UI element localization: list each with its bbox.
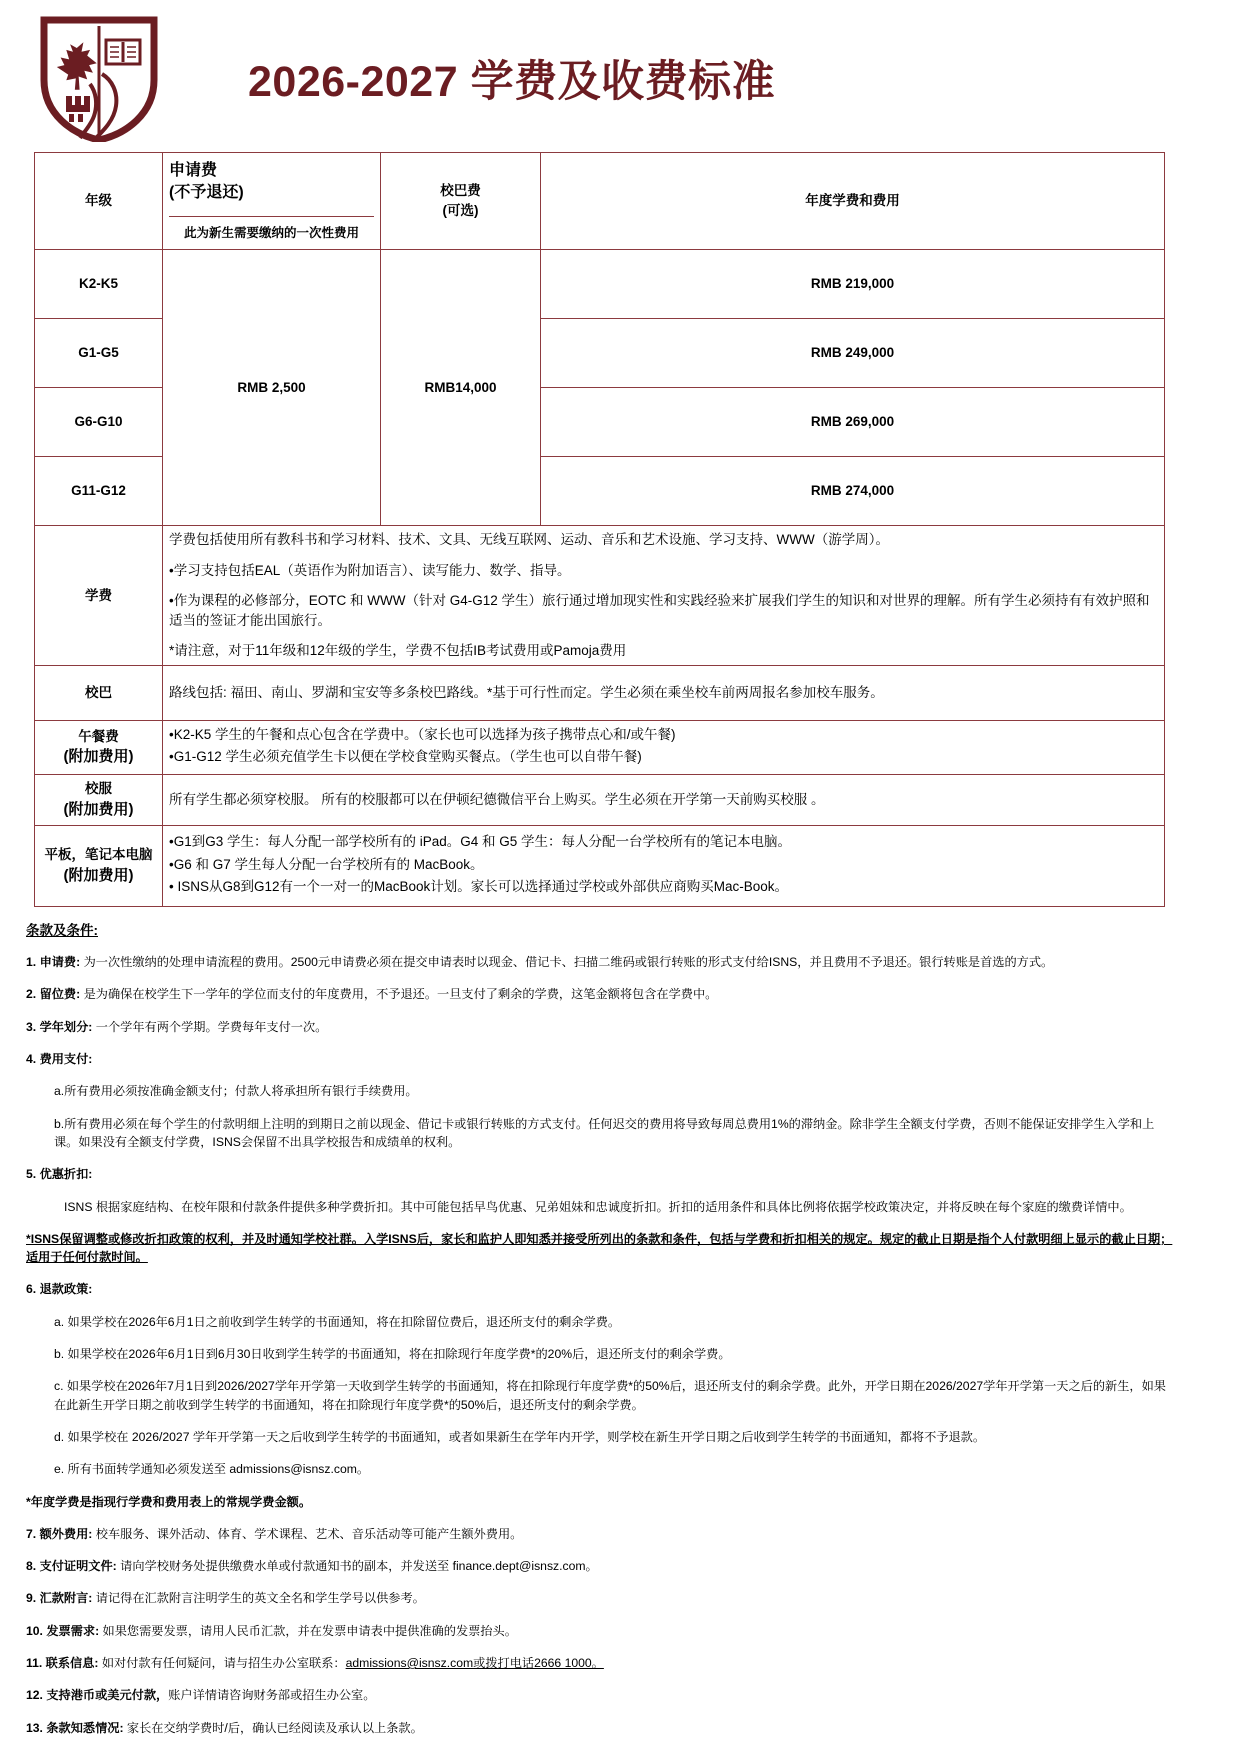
term-head: 申请费: <box>39 955 81 970</box>
detail-label: 学费 <box>35 526 163 666</box>
terms-title: 条款及条件: <box>26 922 98 938</box>
detail-label-main: 平板，笔记本电脑 <box>44 847 153 863</box>
detail-row-lunch <box>35 720 1165 774</box>
header-bus-fee <box>381 153 541 250</box>
term-item <box>26 1525 1176 1543</box>
term-body: 如果您需要发票，请用人民币汇款，并在发票申请表中提供准确的发票抬头。 <box>102 1623 517 1638</box>
detail-paragraph: •G1-G12 学生必须充值学生卡以便在学校食堂购买餐点。（学生也可以自带午餐) <box>169 749 642 765</box>
term-head: 条款知悉情况: <box>46 1720 124 1735</box>
term-item-refund-head <box>26 1280 1176 1298</box>
document-header <box>0 0 1239 140</box>
term-head: 汇款附言: <box>39 1591 93 1606</box>
tuition-value: RMB 274,000 <box>541 457 1165 526</box>
term-body: 校车服务、课外活动、体育、学术课程、艺术、音乐活动等可能产生额外费用。 <box>95 1526 523 1541</box>
term-body: 请记得在汇款附言注明学生的英文全名和学生学号以供参考。 <box>95 1591 425 1606</box>
grade-label: G6-G10 <box>35 388 163 457</box>
refund-item-d: d. 如果学校在 2026/2027 学年开学第一天之后收到学生转学的书面通知，或者如果新生在学年内开学，则学校在新生开学日期之后收到学生转学的书面通知，都将不予退款。 <box>54 1429 986 1444</box>
refund-item-c: c. 如果学校在2026年7月1日到2026/2027学年开学第一天收到学生转学的书面通知，将在扣除现行年度学费*的50%后，退还所支付的剩余学费。此外，开学日期在2026/2027学年开学第一天之后的新生，如果在此新生开学日期之前收到学生转学的书面通知，将在扣除现行年度学费*的50%后，退还所支付的剩余学费。 <box>54 1379 1166 1412</box>
term-number: 4. <box>26 1052 37 1067</box>
detail-row-devices <box>35 825 1165 906</box>
header-application-fee-title: 申请费 <box>169 162 218 180</box>
detail-label <box>35 825 163 906</box>
detail-label-main: 校服 <box>85 781 112 797</box>
term-item-payment <box>26 1050 1176 1068</box>
admissions-contact-link[interactable]: admissions@isnsz.com或拨打电话2666 1000。 <box>345 1656 604 1671</box>
grade-label: G1-G5 <box>35 319 163 388</box>
refund-item-a: a. 如果学校在2026年6月1日之前收到学生转学的书面通知，将在扣除留位费后，退还所支付的剩余学费。 <box>54 1314 621 1329</box>
term-head: 支付证明文件: <box>39 1559 117 1574</box>
tuition-value: RMB 249,000 <box>541 319 1165 388</box>
term-head: 费用支付: <box>39 1052 93 1067</box>
header-annual-tuition: 年度学费和费用 <box>541 153 1165 250</box>
term-number: 5. <box>26 1167 37 1182</box>
school-crest-icon <box>40 14 158 142</box>
term-body: 家长在交纳学费时/后，确认已经阅读及承认以上条款。 <box>126 1720 423 1735</box>
detail-paragraph: •G6 和 G7 学生每人分配一台学校所有的 MacBook。 <box>169 856 484 872</box>
term-item <box>26 953 1176 971</box>
detail-paragraph: •K2-K5 学生的午餐和点心包含在学费中。（家长也可以选择为孩子携带点心和/或午餐) <box>169 726 676 742</box>
term-number: 7. <box>26 1526 37 1541</box>
term-body: 如对付款有任何疑问，请与招生办公室联系： <box>101 1656 346 1671</box>
term-item <box>26 1719 1176 1737</box>
refund-item-e: e. 所有书面转学通知必须发送至 admissions@isnsz.com。 <box>54 1462 370 1477</box>
detail-paragraph: *请注意，对于11年级和12年级的学生，学费不包括IB考试费用或Pamoja费用 <box>169 643 627 659</box>
term-head: 学年划分: <box>39 1019 93 1034</box>
page-title: 2026-2027 学费及收费标准 <box>248 57 776 106</box>
term-number: 6. <box>26 1282 37 1297</box>
term-item <box>26 1018 1176 1036</box>
term-body: 为一次性缴纳的处理申请流程的费用。2500元申请费必须在提交申请表时以现金、借记卡、扫描二维码或银行转账的形式支付给ISNS，并且费用不予退还。银行转账是首选的方式。 <box>83 955 1054 970</box>
refund-item-b: b. 如果学校在2026年6月1日到6月30日收到学生转学的书面通知，将在扣除现行年度学费*的20%后，退还所支付的剩余学费。 <box>54 1347 731 1362</box>
detail-label <box>35 720 163 774</box>
detail-label-main: 午餐费 <box>78 728 119 744</box>
table-header-row <box>35 153 1165 250</box>
term-head: 优惠折扣: <box>39 1167 93 1182</box>
grade-label: K2-K5 <box>35 250 163 319</box>
detail-description <box>163 665 1165 720</box>
discount-body: ISNS 根据家庭结构、在校年限和付款条件提供多种学费折扣。其中可能包括早鸟优惠、兄弟姐妹和忠诚度折扣。折扣的适用条件和具体比例将依据学校政策决定，并将反映在每个家庭的缴费详情中。 <box>64 1199 1132 1214</box>
header-application-fee-note: 此为新生需要缴纳的一次性费用 <box>169 216 374 242</box>
header-bus-fee-title: 校巴费 <box>440 183 481 199</box>
table-row <box>35 250 1165 319</box>
detail-description <box>163 720 1165 774</box>
term-number: 12. <box>26 1688 43 1703</box>
detail-paragraph: • ISNS从G8到G12有一个一对一的MacBook计划。家长可以选择通过学校或外部供应商购买Mac-Book。 <box>169 879 789 895</box>
term-item <box>26 1589 1176 1607</box>
detail-label-sub: (附加费用) <box>63 866 134 884</box>
detail-label-sub: (附加费用) <box>63 748 134 766</box>
header-bus-fee-sub: (可选) <box>442 203 479 218</box>
term-body: 是为确保在校学生下一学年的学位而支付的年度费用，不予退还。一旦支付了剩余的学费，这笔金额将包含在学费中。 <box>83 987 718 1002</box>
application-fee-value: RMB 2,500 <box>163 250 381 526</box>
fee-table <box>34 152 1165 907</box>
detail-row-bus <box>35 665 1165 720</box>
detail-label-sub: (附加费用) <box>63 800 134 818</box>
bus-fee-value: RMB14,000 <box>381 250 541 526</box>
term-head: 支持港币或美元付款， <box>46 1688 169 1703</box>
tuition-value: RMB 269,000 <box>541 388 1165 457</box>
term-item <box>26 1622 1176 1640</box>
term-item <box>26 1686 1176 1704</box>
terms-and-conditions <box>26 921 1176 1737</box>
term-head: 退款政策: <box>39 1282 93 1297</box>
term-number: 2. <box>26 987 37 1002</box>
term-head: 额外费用: <box>39 1526 93 1541</box>
detail-paragraph: •G1到G3 学生：每人分配一部学校所有的 iPad。G4 和 G5 学生：每人分配一台学校所有的笔记本电脑。 <box>169 834 792 850</box>
detail-row-uniform <box>35 774 1165 825</box>
detail-label <box>35 774 163 825</box>
detail-paragraph: •学习支持包括EAL（英语作为附加语言）、读写能力、数学、指导。 <box>169 562 571 578</box>
term-number: 11. <box>26 1656 43 1671</box>
term-item <box>26 985 1176 1003</box>
term-body: 一个学年有两个学期。学费每年支付一次。 <box>95 1019 328 1034</box>
term-number: 13. <box>26 1720 43 1735</box>
term-number: 10. <box>26 1623 43 1638</box>
term-number: 1. <box>26 955 37 970</box>
header-grade: 年级 <box>35 153 163 250</box>
term-body: 账户详情请咨询财务部或招生办公室。 <box>168 1688 376 1703</box>
term-item-contact <box>26 1654 1176 1672</box>
term-body: 请向学校财务处提供缴费水单或付款通知书的副本，并发送至 finance.dept@isnsz.com。 <box>120 1559 598 1574</box>
detail-paragraph: •作为课程的必修部分，EOTC 和 WWW（针对 G4-G12 学生）旅行通过增加现实性和实践经验来扩展我们学生的知识和对世界的理解。所有学生必须持有有效护照和适当的签证才能出国旅行。 <box>169 593 1150 628</box>
detail-description <box>163 774 1165 825</box>
detail-paragraph: 路线包括: 福田、南山、罗湖和宝安等多条校巴路线。*基于可行性而定。学生必须在乘坐校车前两周报名参加校车服务。 <box>169 685 884 701</box>
payment-subitem-b: b.所有费用必须在每个学生的付款明细上注明的到期日之前以现金、借记卡或银行转账的方式支付。任何迟交的费用将导致每周总费用1%的滞纳金。除非学生全额支付学费，否则不能保证安排学生入学和上课。如果没有全额支付学费，ISNS会保留不出具学校报告和成绩单的权利。 <box>54 1116 1155 1149</box>
tuition-value: RMB 219,000 <box>541 250 1165 319</box>
detail-paragraph: 学费包括使用所有教科书和学习材料、技术、文具、无线互联网、运动、音乐和艺术设施、学习支持、WWW（游学周）。 <box>169 532 889 547</box>
term-item <box>26 1557 1176 1575</box>
discount-notice: *ISNS保留调整或修改折扣政策的权利，并及时通知学校社群。入学ISNS后，家长和监护人即知悉并接受所列出的条款和条件，包括与学费和折扣相关的规定。规定的截止日期是指个人付款明细上显示的截止日期；适用于任何付款时间。 <box>26 1231 1173 1265</box>
detail-description <box>163 526 1165 666</box>
term-head: 留位费: <box>39 987 81 1002</box>
payment-subitem-a: a.所有费用必须按准确金额支付；付款人将承担所有银行手续费用。 <box>54 1084 418 1099</box>
term-head: 发票需求: <box>46 1623 100 1638</box>
grade-label: G11-G12 <box>35 457 163 526</box>
term-number: 3. <box>26 1019 37 1034</box>
term-item-discount-head <box>26 1165 1176 1183</box>
detail-paragraph: 所有学生都必须穿校服。 所有的校服都可以在伊顿纪德微信平台上购买。学生必须在开学第一天前购买校服 。 <box>169 792 825 808</box>
header-application-fee <box>163 153 381 250</box>
term-number: 9. <box>26 1591 37 1606</box>
detail-label: 校巴 <box>35 665 163 720</box>
detail-description <box>163 825 1165 906</box>
header-application-fee-sub: (不予退还) <box>169 183 244 201</box>
term-number: 8. <box>26 1559 37 1574</box>
refund-footnote: *年度学费是指现行学费和费用表上的常规学费金额。 <box>26 1494 312 1509</box>
detail-row-tuition <box>35 526 1165 666</box>
term-head: 联系信息: <box>45 1656 99 1671</box>
